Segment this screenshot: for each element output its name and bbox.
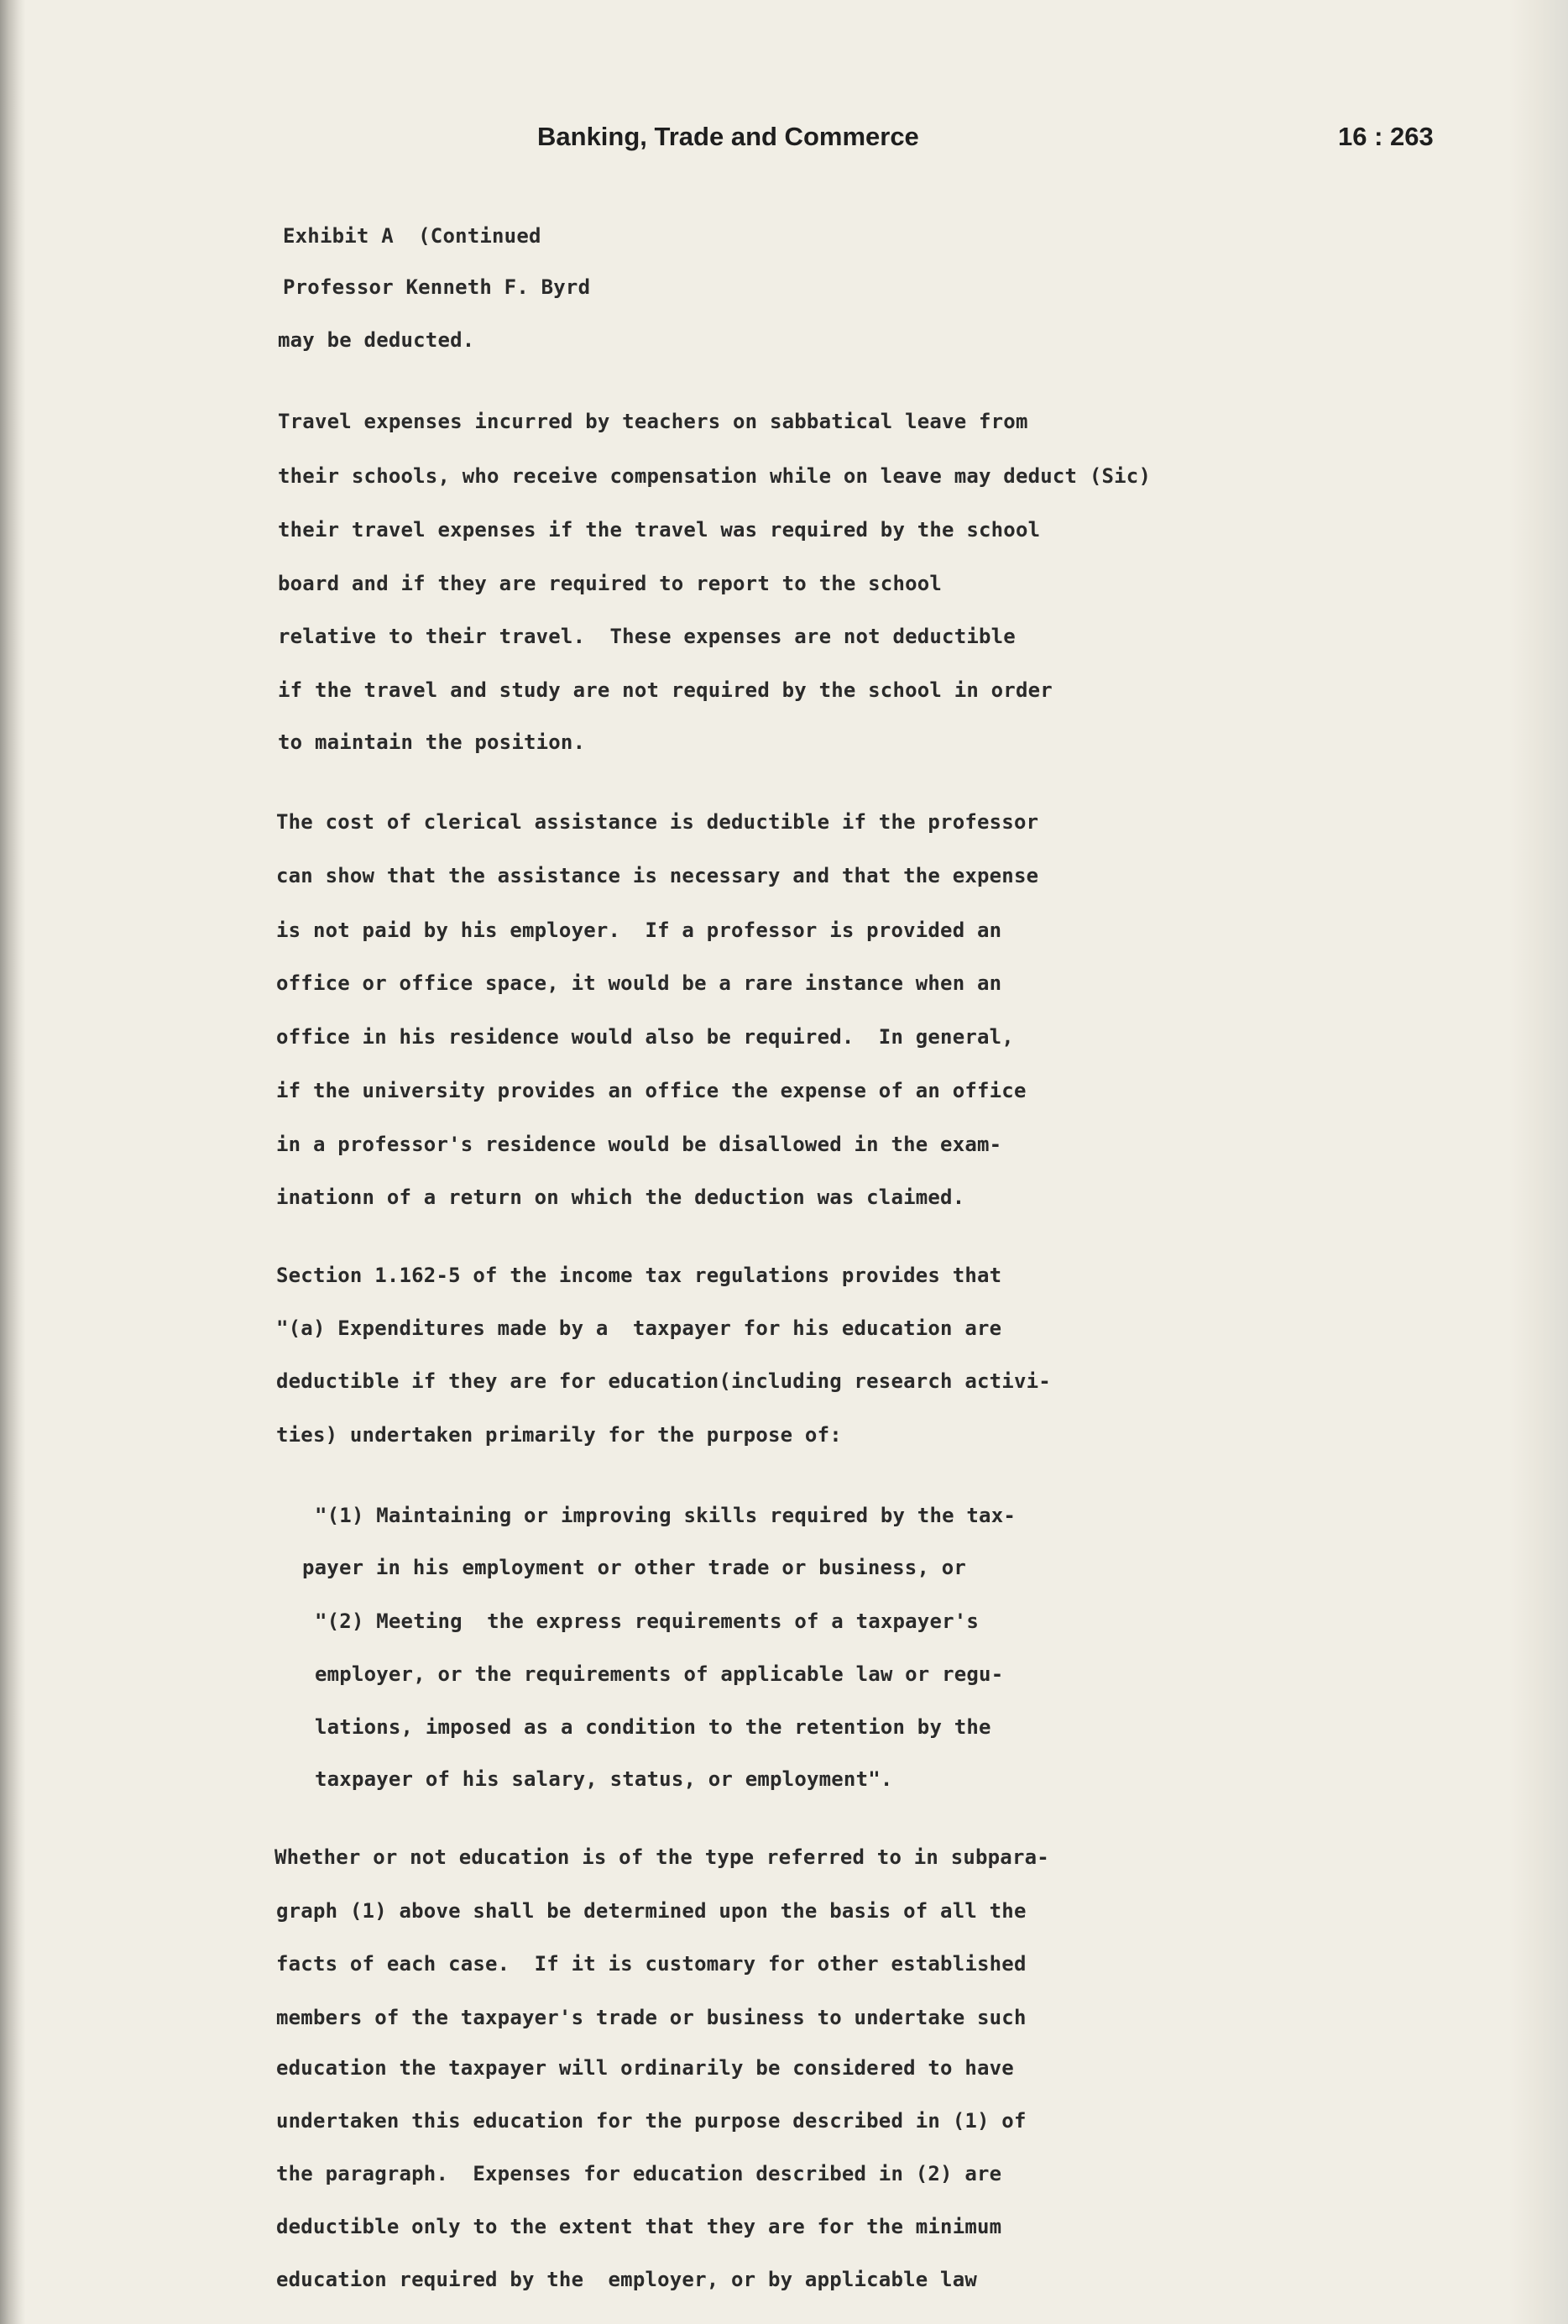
page-edge [1509,0,1568,2324]
text-line: employer, or the requirements of applicable law or regu- [315,1662,1004,1686]
text-line: Whether or not education is of the type referred to in subpara- [274,1845,1049,1869]
text-line: education the taxpayer will ordinarily be considered to have [276,2056,1014,2080]
text-line: ties) undertaken primarily for the purpose of: [276,1423,842,1447]
running-header-title: Banking, Trade and Commerce [537,122,919,151]
text-line: inationn of a return on which the deduction was claimed. [276,1186,965,1209]
text-line: their schools, who receive compensation while on leave may deduct (Sic) [278,464,1152,488]
text-line: is not paid by his employer. If a professor is provided an [276,919,1002,942]
text-line: Professor Kenneth F. Byrd [283,275,591,299]
text-line: taxpayer of his salary, status, or employment". [315,1767,893,1791]
text-line: graph (1) above shall be determined upon the basis of all the [276,1899,1027,1923]
text-line: office or office space, it would be a rare instance when an [276,971,1002,995]
text-line: "(1) Maintaining or improving skills required by the tax- [315,1504,1017,1527]
text-line: may be deducted. [278,328,475,352]
text-line: in a professor's residence would be disallowed in the exam- [276,1133,1002,1156]
text-line: to maintain the position. [278,730,586,754]
text-line: board and if they are required to report to the school [278,572,943,595]
text-line: relative to their travel. These expenses are not deductible [278,625,1016,648]
text-line: deductible only to the extent that they are for the minimum [276,2215,1002,2238]
text-line: lations, imposed as a condition to the retention by the [315,1715,991,1739]
text-line: "(2) Meeting the express requirements of a taxpayer's [315,1610,980,1633]
text-line: education required by the employer, or by applicable law [276,2268,978,2291]
text-line: if the travel and study are not required by the school in order [278,678,1053,702]
text-line: their travel expenses if the travel was required by the school [278,518,1041,542]
text-line: Section 1.162-5 of the income tax regulations provides that [276,1264,1002,1287]
text-line: office in his residence would also be required. In general, [276,1025,1014,1049]
text-line: the paragraph. Expenses for education described in (2) are [276,2162,1002,2185]
text-line: "(a) Expenditures made by a taxpayer for his education are [276,1316,1002,1340]
text-line: The cost of clerical assistance is deductible if the professor [276,810,1039,834]
text-line: Travel expenses incurred by teachers on sabbatical leave from [278,410,1028,433]
text-line: can show that the assistance is necessary and that the expense [276,864,1039,887]
binding-shadow [0,0,25,2324]
text-line: deductible if they are for education(including research activi- [276,1369,1051,1393]
text-line: if the university provides an office the expense of an office [276,1079,1027,1102]
text-line: payer in his employment or other trade or business, or [302,1556,967,1579]
page-number: 16 : 263 [1338,122,1434,151]
text-line: Exhibit A (Continued [283,224,541,248]
text-line: facts of each case. If it is customary for other established [276,1952,1027,1976]
text-line: members of the taxpayer's trade or business to undertake such [276,2006,1027,2029]
text-line: undertaken this education for the purpose described in (1) of [276,2109,1027,2133]
